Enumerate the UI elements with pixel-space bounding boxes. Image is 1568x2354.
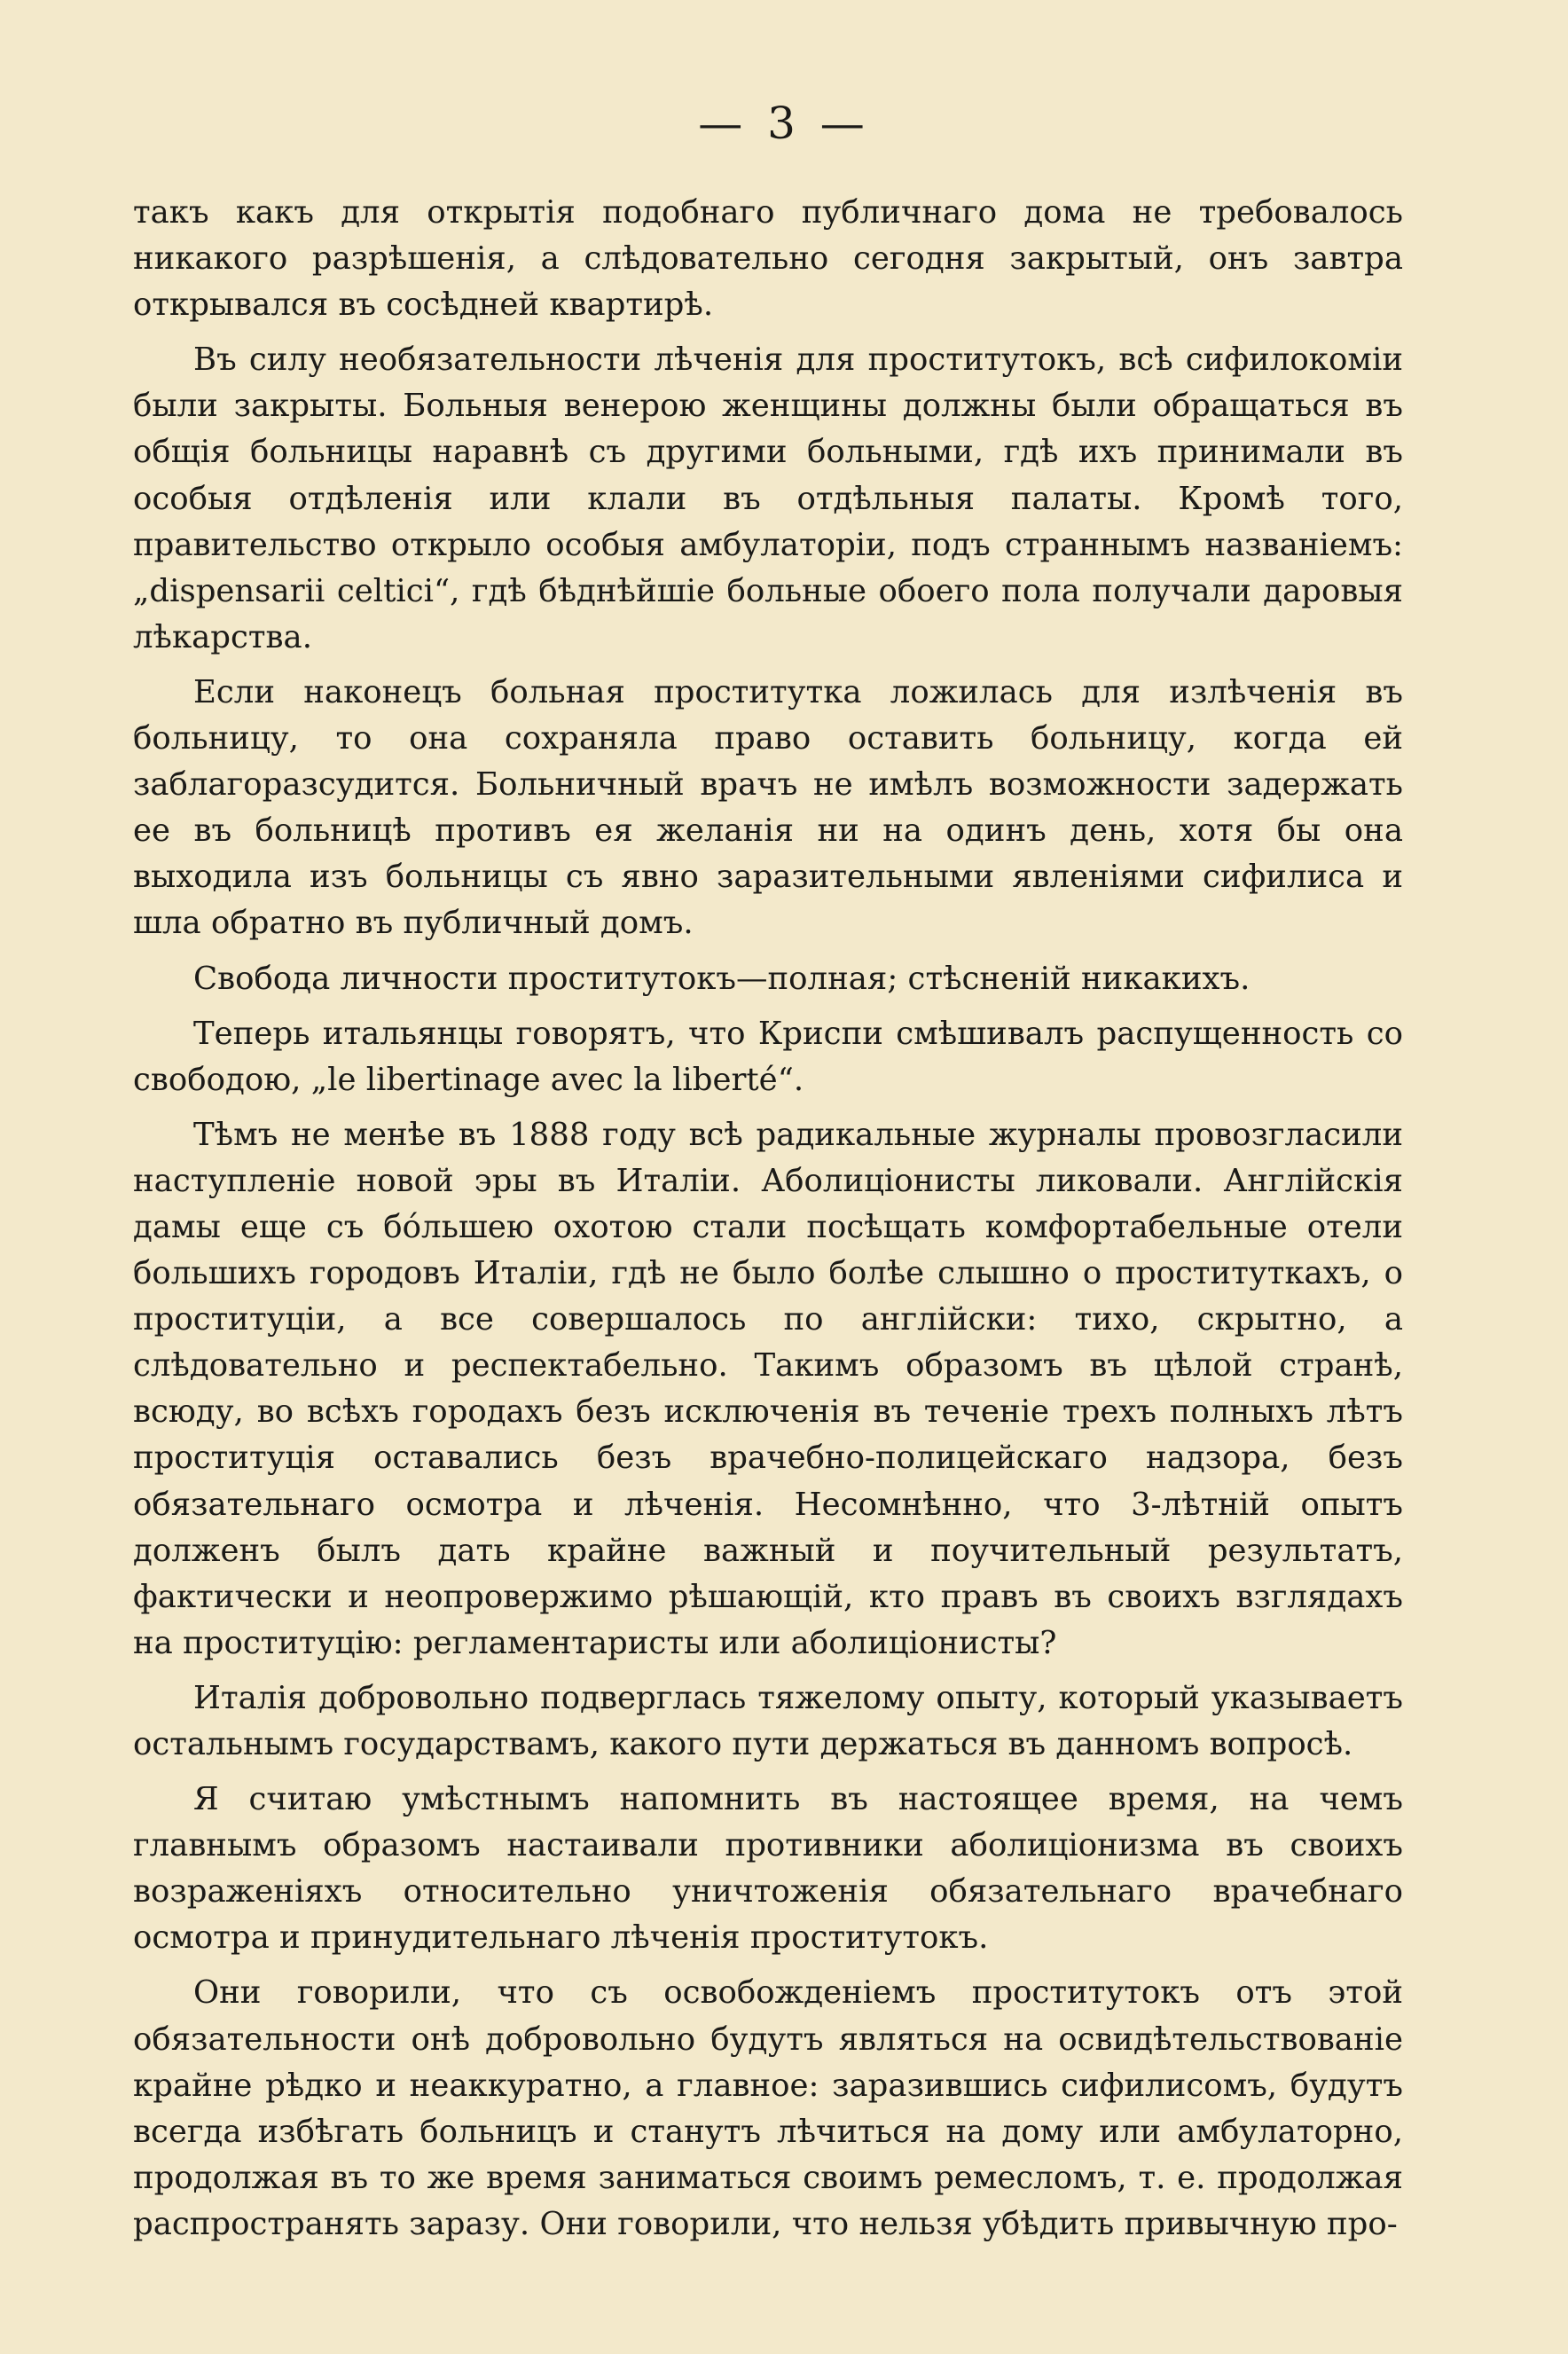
paragraph: Въ силу необязательности лѣченія для проститутокъ, всѣ сифилокоміи были закрыты. Больныя венерою женщины должны были обращаться въ общія больницы наравнѣ съ другими больными, гдѣ ихъ принимали въ особыя отдѣленія или клали въ отдѣльныя палаты. Кромѣ того, правительство открыло особыя амбулаторіи, подъ страннымъ названіемъ: „dispensarii celtici“, гдѣ бѣднѣйшіе больные обоего пола получали даровыя лѣкарства.	[133, 341, 1403, 655]
paragraph: Теперь итальянцы говорятъ, что Криспи смѣшивалъ распущенность со свободою, „le libertinage avec la liberté“.	[133, 1015, 1403, 1098]
paragraph: Свобода личности проститутокъ—полная; стѣсненій никакихъ.	[193, 960, 1250, 997]
paragraph: Они говорили, что съ освобожденіемъ проститутокъ отъ этой обязательности онѣ добровольно будутъ являться на освидѣтельствованіе крайне рѣдко и неаккуратно, а главное: заразившись сифилисомъ, будутъ всегда избѣгать больницъ и станутъ лѣчиться на дому или амбулаторно, продолжая въ то же время заниматься своимъ ремесломъ, т. е. продолжая распространять заразу. Они говорили, что нельзя убѣдить привычную про-	[133, 1974, 1403, 2242]
paragraph: Тѣмъ не менѣе въ 1888 году всѣ радикальные журналы провозгласили наступленіе новой эры въ Италіи. Аболиціонисты ликовали. Англійскія дамы еще съ бóльшею охотою стали посѣщать комфортабельные отели большихъ городовъ Италіи, гдѣ не было болѣе слышно о проституткахъ, о проституціи, а все совершалось по англійски: тихо, скрытно, а слѣдовательно и респектабельно. Такимъ образомъ въ цѣлой странѣ, всюду, во всѣхъ городахъ безъ исключенія въ теченіе трехъ полныхъ лѣтъ проституція оставались безъ врачебно-полицейскаго надзора, безъ обязательнаго осмотра и лѣченія. Несомнѣнно, что 3-лѣтній опытъ долженъ былъ дать крайне важный и поучительный результатъ, фактически и неопровержимо рѣшающій, кто правъ въ своихъ взглядахъ на проституцію: регламентаристы или аболиціонисты?	[133, 1116, 1403, 1661]
body-text	[133, 190, 1403, 2248]
paragraph: Я считаю умѣстнымъ напомнить въ настоящее время, на чемъ главнымъ образомъ настаивали противники аболиціонизма въ своихъ возраженіяхъ относительно уничтоженія обязательнаго врачебнаго осмотра и принудительнаго лѣченія проститутокъ.	[133, 1781, 1403, 1957]
paragraph: Если наконецъ больная проститутка ложилась для излѣченія въ больницу, то она сохраняла право оставить больницу, когда ей заблагоразсудится. Больничный врачъ не имѣлъ возможности задержать ее въ больницѣ противъ ея желанія ни на одинъ день, хотя бы она выходила изъ больницы съ явно заразительными явленіями сифилиса и шла обратно въ публичный домъ.	[133, 673, 1403, 942]
page-number: — 3 —	[698, 98, 870, 149]
paragraph: Италія добровольно подверглась тяжелому опыту, который указываетъ остальнымъ государствамъ, какого пути держаться въ данномъ вопросѣ.	[133, 1679, 1403, 1762]
paragraph: такъ какъ для открытія подобнаго публичнаго дома не требовалось никакого разрѣшенія, а слѣдовательно сегодня закрытый, онъ завтра открывался въ сосѣдней квартирѣ.	[133, 194, 1403, 324]
